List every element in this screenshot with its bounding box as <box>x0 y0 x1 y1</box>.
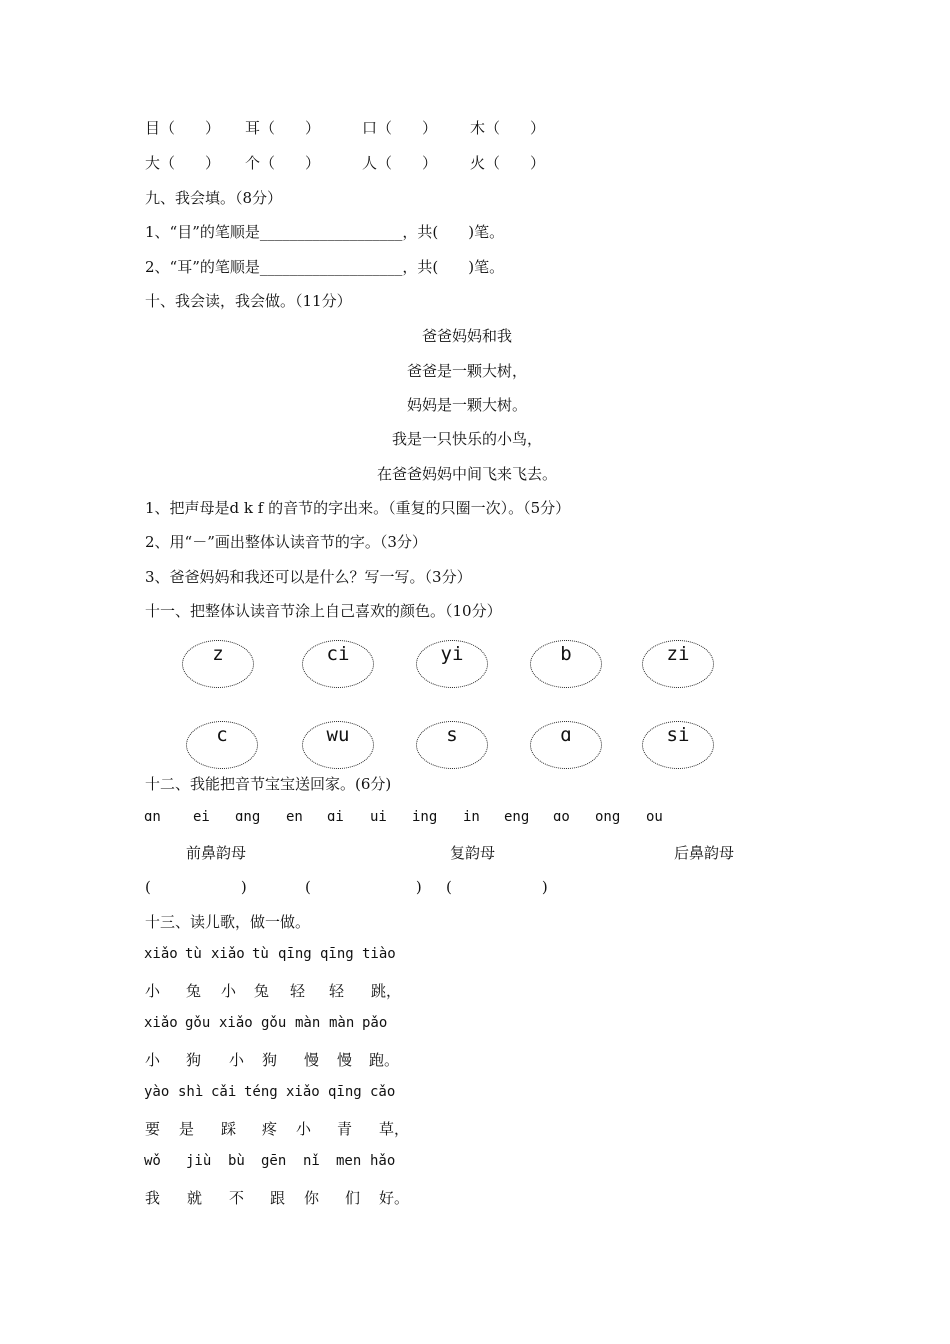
hanzi: 兔 <box>186 982 202 1000</box>
hanzi: 们 <box>345 1189 361 1207</box>
char-blank: 大（ ） <box>145 154 221 172</box>
question-10-1: 1、把声母是d k f 的音节的字出来。（重复的只圈一次）。（5分） <box>145 499 571 517</box>
answer-bracket[interactable]: ( ) <box>305 878 422 896</box>
answer-bracket[interactable]: ( ) <box>446 878 548 896</box>
pinyin: tiào <box>362 946 396 962</box>
poem-title: 爸爸妈妈和我 <box>421 327 512 345</box>
pinyin: men <box>336 1153 362 1169</box>
hanzi: 小 <box>296 1120 312 1138</box>
hanzi: 是 <box>179 1120 195 1138</box>
hanzi: 就 <box>187 1189 203 1207</box>
hanzi-line <box>0 1187 950 1209</box>
hanzi: 轻 <box>329 982 345 1000</box>
hanzi: 小 <box>145 1051 161 1069</box>
question-9-2: 2、“耳”的笔顺是___________________，共( )笔。 <box>145 258 505 276</box>
char-blank: 木（ ） <box>470 119 546 137</box>
syllable: ɑn <box>144 809 161 825</box>
pinyin: màn <box>329 1015 355 1031</box>
hanzi: 草， <box>379 1120 410 1138</box>
char-blank: 目（ ） <box>145 119 221 137</box>
answer-bracket[interactable]: ( ) <box>145 878 247 896</box>
hanzi-line <box>0 1049 950 1071</box>
pinyin: wǒ <box>144 1153 161 1169</box>
syllable: ɑng <box>235 809 261 825</box>
hanzi: 慢 <box>337 1051 353 1069</box>
hanzi: 跳， <box>371 982 402 1000</box>
syllable-oval[interactable] <box>530 721 602 769</box>
syllable-label: ci <box>326 643 350 665</box>
syllable: ei <box>193 809 210 825</box>
syllable-oval[interactable] <box>186 721 258 769</box>
syllable-label: c <box>216 724 228 746</box>
pinyin: cǎi <box>211 1084 237 1100</box>
hanzi: 疼 <box>262 1120 278 1138</box>
pinyin: pǎo <box>362 1015 388 1031</box>
pinyin: shì <box>178 1084 204 1100</box>
syllable-oval[interactable] <box>642 721 714 769</box>
pinyin: màn <box>295 1015 321 1031</box>
category-compound: 复韵母 <box>450 844 496 862</box>
pinyin: xiǎo <box>211 946 245 962</box>
syllable-label: si <box>666 724 690 746</box>
hanzi-line <box>0 1118 950 1140</box>
section-9-title: 九、我会填。（8分） <box>145 189 283 207</box>
syllable-oval[interactable] <box>302 640 374 688</box>
syllable: in <box>463 809 480 825</box>
char-blank: 人（ ） <box>362 154 438 172</box>
pinyin-line <box>0 946 950 968</box>
hanzi: 轻 <box>290 982 306 1000</box>
pinyin: xiǎo <box>144 946 178 962</box>
syllable-label: ɑ <box>560 724 572 746</box>
poem-line: 爸爸是一颗大树， <box>406 362 527 380</box>
syllable-label: yi <box>440 643 464 665</box>
syllable: ou <box>646 809 663 825</box>
hanzi: 慢 <box>304 1051 320 1069</box>
char-blank: 个（ ） <box>245 154 321 172</box>
syllable-label: z <box>212 643 224 665</box>
syllable: ɑi <box>327 809 344 825</box>
syllable-list <box>0 809 950 831</box>
pinyin: qīng <box>278 946 312 962</box>
pinyin: hǎo <box>370 1153 396 1169</box>
syllable-label: zi <box>666 643 690 665</box>
pinyin: gēn <box>261 1153 287 1169</box>
hanzi-line <box>0 980 950 1002</box>
pinyin-line <box>0 1153 950 1175</box>
syllable: ɑo <box>553 809 570 825</box>
poem-line: 在爸爸妈妈中间飞来飞去。 <box>376 465 557 483</box>
char-blank: 口（ ） <box>362 119 438 137</box>
syllable-label: s <box>446 724 458 746</box>
pinyin: xiǎo <box>144 1015 178 1031</box>
section-10-title: 十、我会读，我会做。（11分） <box>145 292 352 310</box>
section-13-title: 十三、读儿歌，做一做。 <box>145 913 311 931</box>
pinyin-line <box>0 1084 950 1106</box>
pinyin: xiǎo <box>219 1015 253 1031</box>
category-front-nasal: 前鼻韵母 <box>186 844 247 862</box>
poem-line: 妈妈是一颗大树。 <box>406 396 527 414</box>
pinyin: yào <box>144 1084 170 1100</box>
hanzi: 踩 <box>221 1120 237 1138</box>
category-back-nasal: 后鼻韵母 <box>674 844 735 862</box>
hanzi: 小 <box>229 1051 245 1069</box>
hanzi: 狗 <box>186 1051 202 1069</box>
syllable-oval[interactable] <box>642 640 714 688</box>
question-10-2: 2、用“－”画出整体认读音节的字。（3分） <box>145 533 427 551</box>
syllable: ui <box>370 809 387 825</box>
hanzi: 小 <box>145 982 161 1000</box>
hanzi: 小 <box>221 982 237 1000</box>
syllable: eng <box>504 809 530 825</box>
syllable-label: b <box>560 643 572 665</box>
pinyin-line <box>0 1015 950 1037</box>
syllable: ong <box>595 809 621 825</box>
char-blank: 耳（ ） <box>245 119 321 137</box>
question-10-3: 3、爸爸妈妈和我还可以是什么？写一写。（3分） <box>145 568 472 586</box>
pinyin: gǒu <box>261 1015 287 1031</box>
pinyin: gǒu <box>185 1015 211 1031</box>
pinyin: nǐ <box>303 1153 320 1169</box>
hanzi: 跑。 <box>369 1051 400 1069</box>
pinyin: qīng <box>320 946 354 962</box>
poem-line: 我是一只快乐的小鸟， <box>391 430 542 448</box>
hanzi: 你 <box>304 1189 320 1207</box>
syllable-label: wu <box>326 724 350 746</box>
hanzi: 不 <box>229 1189 245 1207</box>
syllable-oval[interactable] <box>182 640 254 688</box>
syllable-oval[interactable] <box>530 640 602 688</box>
hanzi: 要 <box>145 1120 161 1138</box>
hanzi: 青 <box>337 1120 353 1138</box>
pinyin: tù <box>252 946 269 962</box>
pinyin: qīng <box>328 1084 362 1100</box>
pinyin: jiù <box>186 1153 212 1169</box>
syllable: en <box>286 809 303 825</box>
hanzi: 跟 <box>270 1189 286 1207</box>
pinyin: xiǎo <box>286 1084 320 1100</box>
syllable-oval[interactable] <box>416 640 488 688</box>
syllable: ing <box>412 809 438 825</box>
pinyin: téng <box>244 1084 278 1100</box>
syllable-oval[interactable] <box>302 721 374 769</box>
question-9-1: 1、“目”的笔顺是___________________，共( )笔。 <box>145 223 505 241</box>
hanzi: 好。 <box>379 1189 410 1207</box>
hanzi: 狗 <box>262 1051 278 1069</box>
char-blank: 火（ ） <box>470 154 546 172</box>
hanzi: 我 <box>145 1189 161 1207</box>
pinyin: tù <box>185 946 202 962</box>
syllable-oval[interactable] <box>416 721 488 769</box>
hanzi: 兔 <box>254 982 270 1000</box>
pinyin: bù <box>228 1153 245 1169</box>
section-11-title: 十一、把整体认读音节涂上自己喜欢的颜色。（10分） <box>145 602 502 620</box>
section-12-title: 十二、我能把音节宝宝送回家。(6分) <box>145 775 392 793</box>
pinyin: cǎo <box>370 1084 396 1100</box>
